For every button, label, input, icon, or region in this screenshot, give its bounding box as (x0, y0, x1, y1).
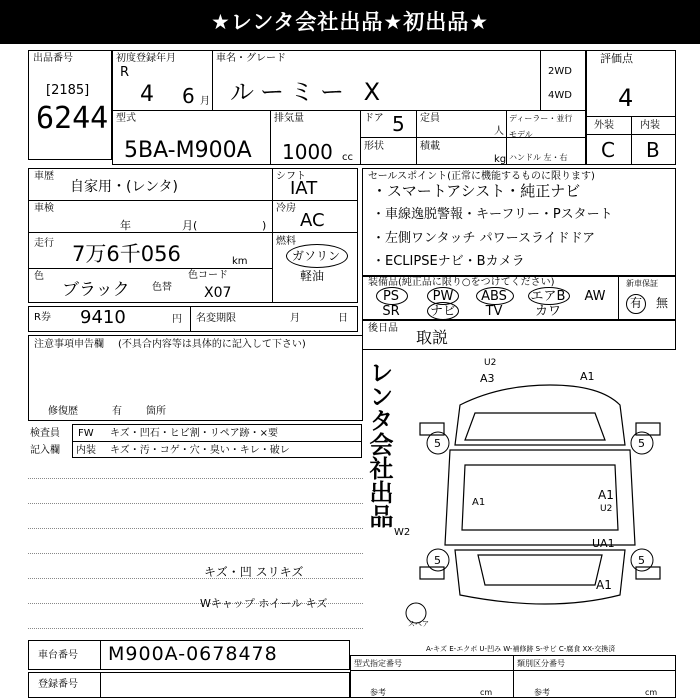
first-reg-year: 4 (140, 82, 154, 107)
tire-mark: 5 (434, 554, 441, 567)
repair-place: 箇所 (146, 406, 166, 417)
expiry-label: 名変期限 (196, 313, 236, 324)
equip-ps-circle (376, 287, 408, 305)
form-number-label: 型式指定番号 (354, 659, 402, 668)
repair-label: 修復歴 (48, 406, 78, 417)
inspection-month: 月( (182, 219, 198, 232)
aircon-label: 冷房 (276, 203, 296, 214)
mileage-value: 7万6千056 (72, 242, 181, 266)
capacity-label: 定員 (420, 113, 440, 124)
new-car-yes-circle (626, 294, 646, 314)
equip-airbag: エアB (530, 289, 566, 304)
exterior-label: 外装 (594, 120, 614, 131)
model-label: 型式 (116, 113, 136, 124)
new-car-yes: 有 (630, 296, 643, 310)
equip-navi: ナビ (429, 304, 456, 319)
sales-point-line: ・スマートアシスト・純正ナビ (372, 182, 581, 200)
model-value: 5BA-M900A (124, 138, 252, 163)
sales-point-line: ・左側ワンタッチ パワースライドドア (372, 231, 596, 246)
tire-mark: 5 (434, 437, 441, 450)
equip-navi-circle (427, 302, 459, 320)
equip-tv: TV (485, 304, 503, 319)
aircon-value: AC (300, 210, 325, 231)
entry-interior: 内装 (76, 445, 96, 456)
expiry-month: 月 (290, 313, 300, 324)
equip-leather: カワ (534, 304, 561, 319)
ref-label: 参考 (370, 688, 386, 697)
class-number-label: 類別区分番号 (517, 659, 565, 668)
sales-points-label: セールスポイント(正常に機能するものに限ります) (368, 171, 595, 182)
sales-point-line: ・車線逸脱警報・キーフリー・Pスタート (372, 207, 613, 222)
lot-label: 出品番号 (33, 53, 73, 64)
lot-sub: [2185] (46, 83, 90, 98)
drive-4wd: 4WD (548, 90, 572, 101)
handle-label: ハンドル 左・右 (509, 153, 568, 162)
after-sales-label: 後日品 (368, 323, 398, 334)
color-code-value: X07 (204, 285, 232, 301)
displacement-unit: cc (342, 152, 353, 163)
damage-mark: A1 (580, 370, 595, 383)
writing-line (28, 578, 363, 579)
shape-label: 形状 (364, 141, 384, 152)
equipment-label: 装備品(純正品に限り○をつけてください) (368, 277, 555, 288)
rating-label: 評価点 (600, 52, 633, 65)
writing-line (28, 528, 363, 529)
doors-value: 5 (392, 112, 405, 136)
mileage-label: 走行 (34, 238, 54, 249)
car-name-label: 車名・グレード (216, 53, 286, 64)
inspection-close: ) (262, 219, 267, 232)
spare-label: スペア (408, 620, 429, 628)
recycle-unit: 円 (172, 314, 182, 325)
writing-line (28, 553, 363, 554)
equip-sr: SR (382, 304, 400, 319)
load-label: 積載 (420, 141, 440, 152)
equip-pw: PW (432, 289, 454, 304)
damage-mark: A3 (480, 372, 495, 385)
color-swap-label: 色替 (152, 282, 172, 293)
auction-banner: ★レンタ会社出品★初出品★ (0, 0, 700, 44)
first-reg-month: 6 (182, 84, 195, 108)
fuel-label: 燃料 (276, 236, 296, 247)
car-name-value: ルーミー X (230, 78, 387, 106)
interior-grade: B (646, 138, 660, 162)
damage-mark: UA1 (592, 537, 615, 550)
displacement-value: 1000 (282, 140, 333, 164)
first-reg-month-unit: 月 (200, 96, 210, 107)
fuel-gasoline: ガソリン (292, 249, 341, 263)
recycle-label: R券 (34, 312, 51, 323)
color-label: 色 (34, 271, 44, 282)
color-code-label: 色コード (188, 270, 228, 281)
first-reg-label: 初度登録年月 (116, 53, 176, 64)
damage-mark: U2 (600, 504, 613, 514)
inspector-fw: FW (78, 428, 94, 439)
fuel-selected-circle (286, 244, 348, 268)
writing-line (28, 478, 363, 479)
damage-mark: W2 (394, 527, 411, 538)
writing-line (28, 628, 363, 629)
recycle-value: 9410 (80, 307, 126, 328)
inspection-year: 年 (120, 219, 131, 232)
equip-abs: ABS (481, 289, 507, 304)
lot-number: 6244 (36, 101, 109, 136)
usage-label: 車歴 (34, 171, 54, 182)
dealer-label: ディーラー・並行 (509, 114, 573, 123)
load-unit: kg (494, 154, 507, 165)
recycle-row (28, 306, 358, 332)
shift-label: シフト (276, 171, 306, 182)
equip-aw: AW (584, 289, 606, 304)
cm-label: cm (480, 688, 493, 697)
inspection-label: 車検 (34, 203, 54, 214)
cm-label: cm (645, 688, 658, 697)
color-value: ブラック (62, 280, 130, 300)
drive-2wd: 2WD (548, 66, 572, 77)
interior-label: 内装 (640, 120, 660, 131)
first-reg-era: R (120, 65, 130, 80)
chassis-label: 車台番号 (38, 650, 78, 661)
rating-value: 4 (618, 84, 634, 112)
mileage-unit: km (232, 256, 248, 267)
doors-label: ドア (364, 113, 384, 124)
entry-label: 記入欄 (30, 445, 60, 456)
inspector-items: キズ・凹石・ヒビ割・リペア跡・×要 (110, 428, 278, 439)
damage-legend: A-キズ E-エクボ U-凹み W-補修跡 S-サビ C-腐食 XX-交換済 (426, 645, 616, 653)
notes-label: 注意事項申告欄 (34, 339, 104, 350)
displacement-label: 排気量 (274, 113, 304, 124)
after-sales-value: 取説 (416, 328, 449, 347)
exterior-grade: C (601, 138, 615, 162)
damage-mark: U2 (484, 358, 497, 368)
sales-point-line: ・ECLIPSEナビ・Bカメラ (372, 254, 525, 269)
expiry-day: 日 (338, 313, 348, 324)
entry-items: キズ・汚・コゲ・穴・臭い・キレ・破レ (110, 445, 290, 456)
tire-mark: 5 (638, 437, 645, 450)
handwritten-note-2: Wキャップ ホイール キズ (200, 597, 328, 610)
equip-abs-circle (476, 287, 514, 305)
handwritten-note-1: キズ・凹 スリキズ (204, 565, 304, 579)
equip-airbag-circle (528, 287, 570, 305)
shift-value: IAT (290, 178, 318, 199)
capacity-unit: 人 (494, 126, 504, 137)
equip-ps: PS (382, 289, 400, 304)
registration-label: 登録番号 (38, 679, 78, 690)
after-sales-box (362, 320, 676, 350)
ref-label: 参考 (534, 688, 550, 697)
fuel-diesel: 軽油 (300, 269, 325, 283)
chassis-value: M900A-0678478 (108, 643, 278, 665)
repair-value: 有 (112, 406, 122, 417)
usage-value: 自家用・(レンタ) (70, 179, 179, 195)
damage-mark: A1 (472, 497, 486, 508)
tire-mark: 5 (638, 554, 645, 567)
new-car-no: 無 (656, 296, 669, 310)
notes-hint: (不具合内容等は具体的に記入して下さい) (118, 339, 306, 350)
model-year-label: モデル (509, 130, 533, 139)
inspector-label: 検査員 (30, 428, 60, 439)
new-car-warranty-label: 新車保証 (626, 279, 658, 288)
writing-line (28, 503, 363, 504)
damage-mark: A1 (596, 578, 612, 592)
rental-company-stamp: レンタ会社出品 (365, 360, 393, 528)
car-damage-diagram (390, 355, 680, 630)
damage-mark: A1 (598, 488, 614, 502)
